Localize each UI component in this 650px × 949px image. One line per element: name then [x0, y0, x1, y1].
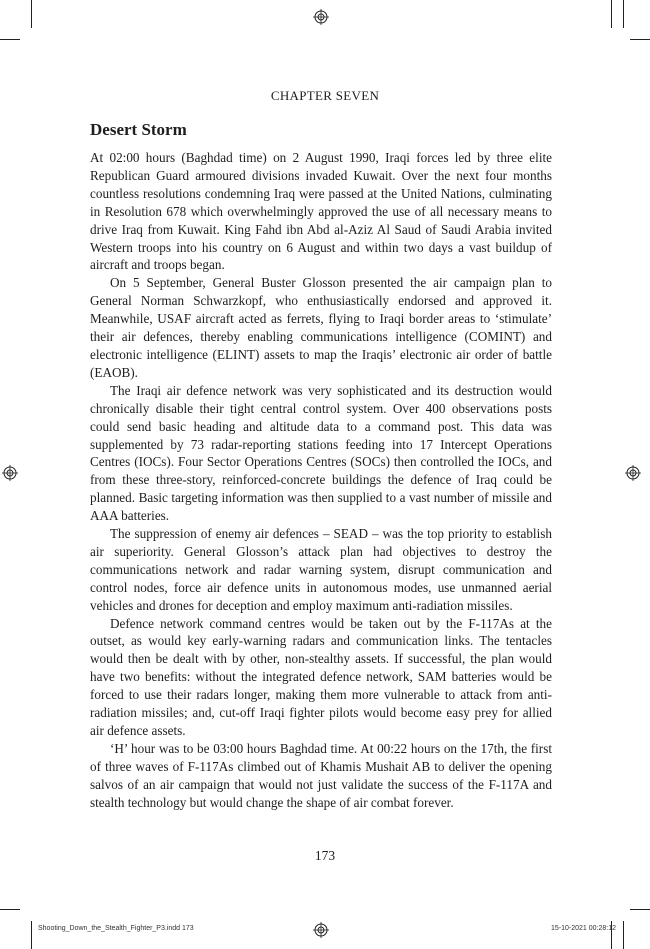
- slug-timestamp: 15-10-2021 00:28:12: [551, 925, 616, 932]
- page-number: 173: [314, 848, 336, 863]
- registration-mark-icon-top: [313, 9, 329, 25]
- registration-mark-icon-left: [2, 465, 18, 481]
- paragraph-1: At 02:00 hours (Baghdad time) on 2 August 1990, Iraqi forces led by three elite Republican Guard armoured divisions invaded Kuwait. Over the next four months countless resolutions condemning Iraq were passed at the United Nations, culminating in Resolution 678 which overwhelmingly approved the use of all necessary means to drive Iraq from Kuwait. King Fahd ibn Abd al-Aziz Al Saud of Saudi Arabia invited Western troops into his country on 6 August and within two days a vast buildup of aircraft and troops began.: [90, 150, 552, 273]
- registration-mark-icon-bottom: [313, 922, 329, 938]
- paragraph-4: The suppression of enemy air defences – SEAD – was the top priority to establish air superiority. General Glosson’s attack plan had objectives to destroy the communications network and radar warning system, disrupt communication and control nodes, force air defence units in autonomous modes, use unmanned aerial vehicles and drones for deception and employ maximum anti-radiation missiles.: [90, 526, 552, 613]
- slug-file-name: Shooting_Down_the_Stealth_Fighter_P3.indd 173: [38, 925, 194, 932]
- paragraph-2: On 5 September, General Buster Glosson presented the air campaign plan to General Norman Schwarzkopf, who enthusiastically endorsed and approved it. Meanwhile, USAF aircraft acted as ferrets, flying to Iraqi border areas to ‘stimulate’ their air defences, thereby enabling communications intelligence (COMINT) and electronic intelligence (ELINT) assets to map the Iraqis’ electronic air order of battle (EAOB).: [90, 275, 552, 380]
- chapter-label: CHAPTER SEVEN: [270, 88, 380, 103]
- paragraph-3: The Iraqi air defence network was very sophisticated and its destruction would chronically disable their tight central control system. Over 400 observations posts could send basic heading and altitude data to a command post. This data was supplemented by 73 radar-reporting stations feeding into 17 Intercept Operations Centres (IOCs). Four Sector Operations Centres (SOCs) then controlled the IOCs, and from these three-story, reinforced-concrete buildings the defence of Iraq could be planned. Basic targeting information was then supplied to a vast number of missile and AAA batteries.: [90, 382, 552, 524]
- body-text: [90, 149, 552, 812]
- section-title: Desert Storm: [90, 120, 187, 139]
- paragraph-5: Defence network command centres would be taken out by the F-117As at the outset, as would key early-warning radars and communication links. The tentacles would then be dealt with by other, non-stealthy assets. If successful, the plan would have two benefits: without the integrated defence network, SAM batteries would be forced to use their radars longer, making them more vulnerable to attack from anti-radiation missiles; and, cut-off Iraqi fighter pilots would become easy prey for allied air defence assets.: [90, 615, 552, 738]
- registration-mark-icon-right: [625, 465, 641, 481]
- paragraph-6: ‘H’ hour was to be 03:00 hours Baghdad time. At 00:22 hours on the 17th, the first of three waves of F-117As climbed out of Khamis Mushait AB to deliver the opening salvos of an air campaign that would not just validate the success of the F-117A and stealth technology but would change the shape of air combat forever.: [90, 740, 552, 810]
